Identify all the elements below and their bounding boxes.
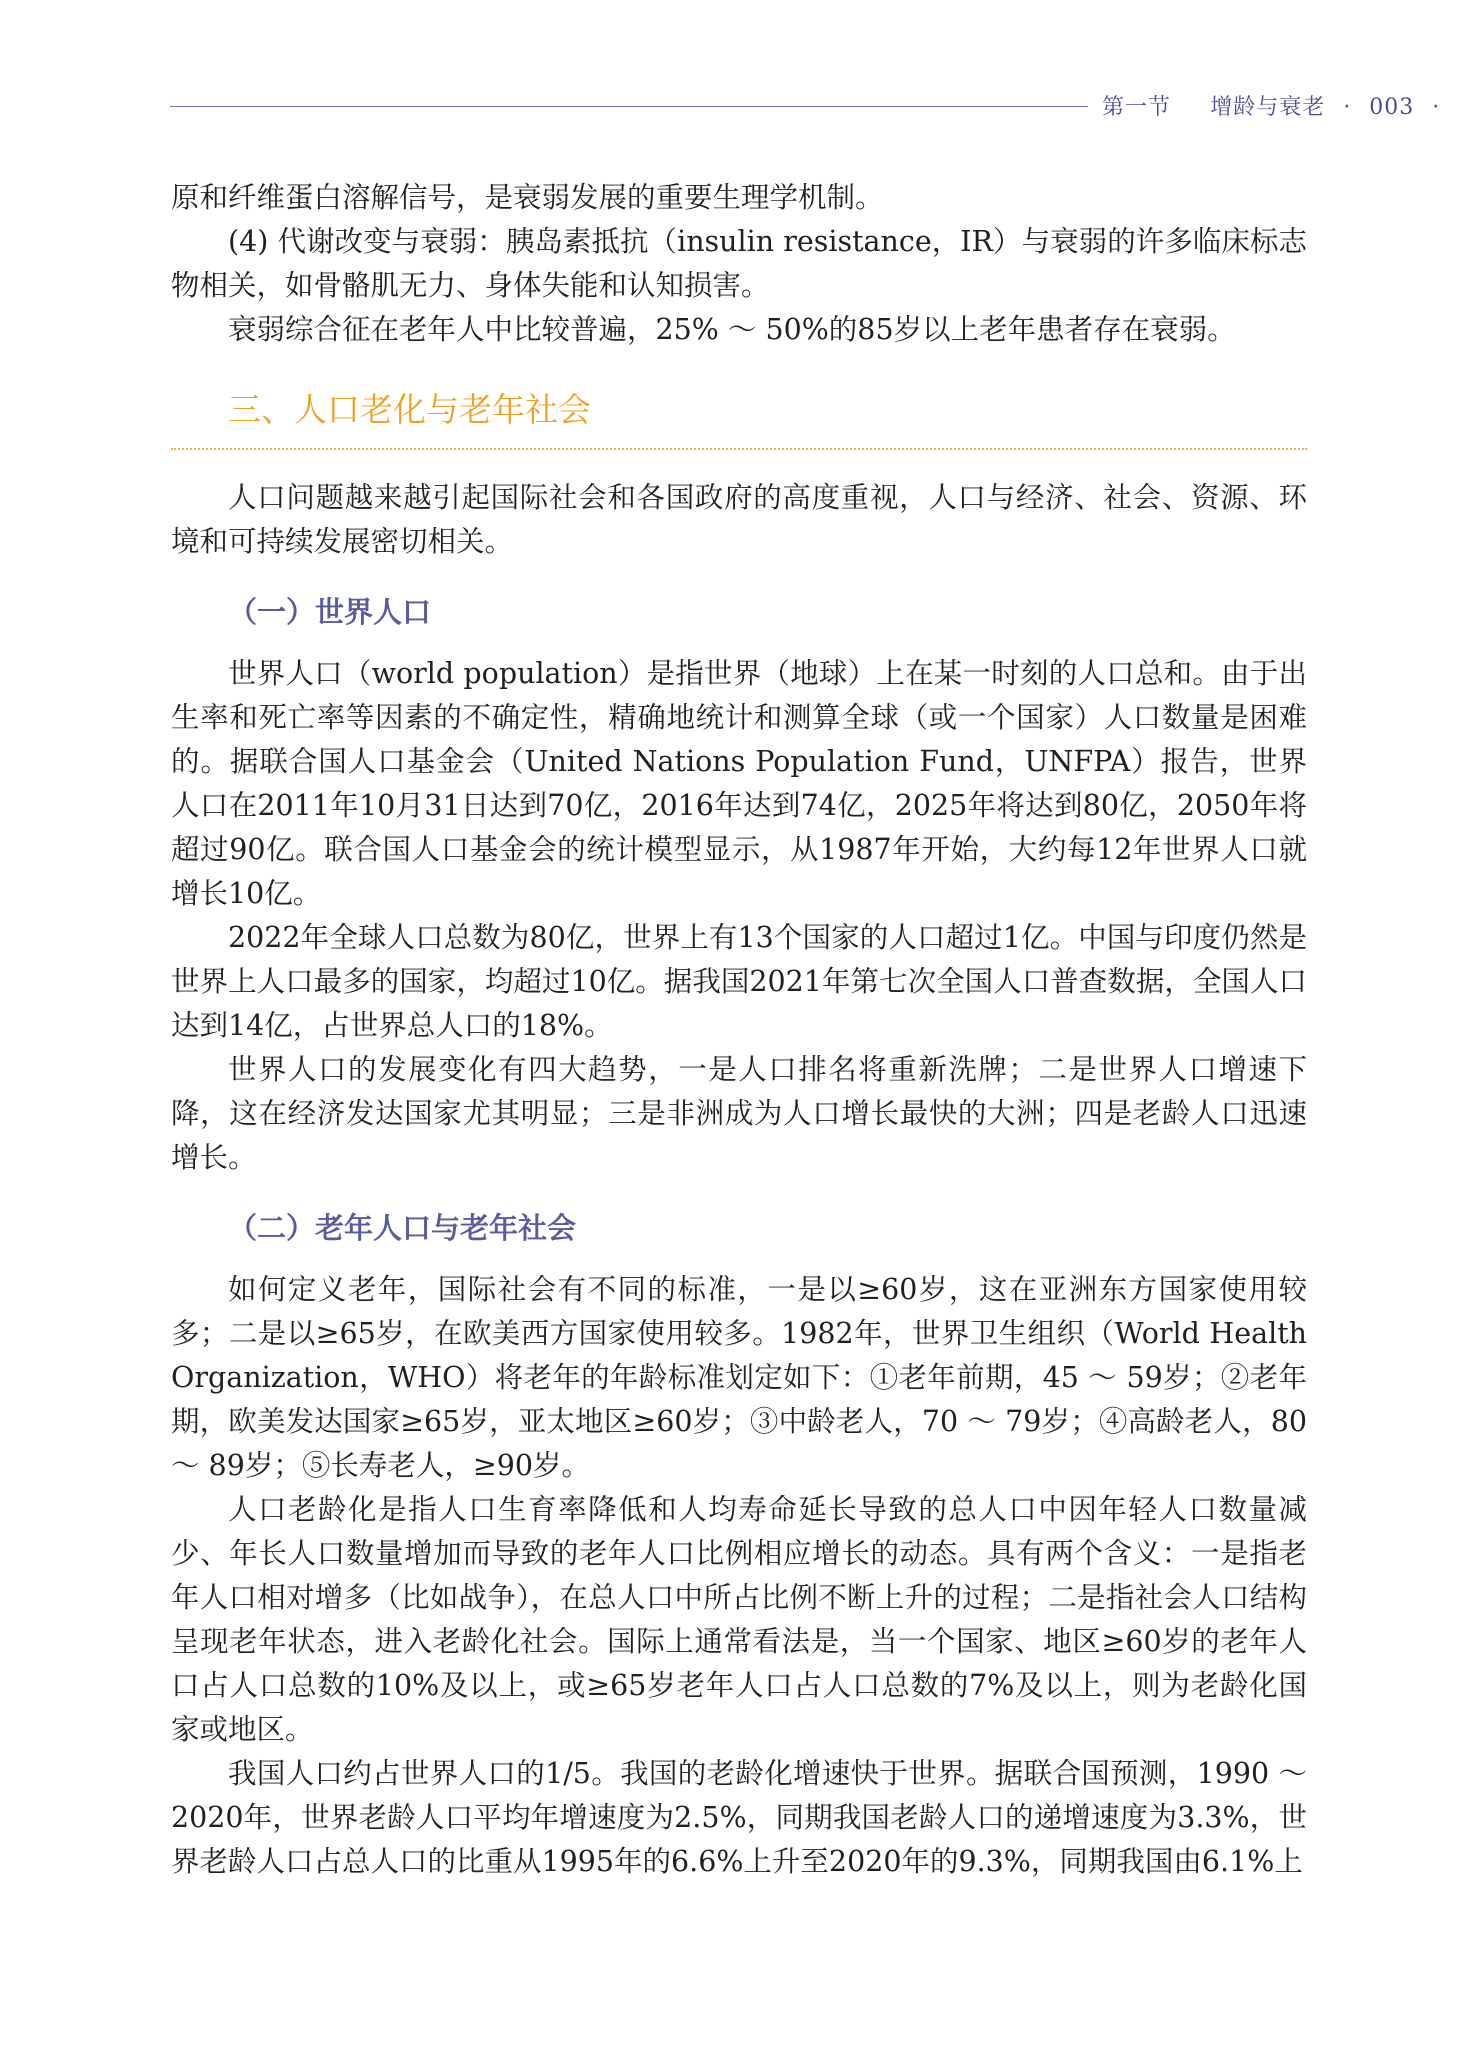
paragraph: 衰弱综合征在老年人中比较普遍，25% ～ 50%的85岁以上老年患者存在衰弱。 [228, 313, 1236, 346]
separator-dot: · [1432, 95, 1441, 120]
subsection-heading-world-population: （一）世界人口 [228, 595, 432, 629]
running-head [1102, 90, 1450, 121]
section-heading: 三、人口老化与老年社会 [228, 390, 591, 429]
paragraph: 如何定义老年，国际社会有不同的标准，一是以≥60岁，这在亚洲东方国家使用较多；二是以≥65岁，在欧美西方国家使用较多。1982年，世界卫生组织（World Health Organization，WHO）将老年的年龄标准划定如下：①老年前期，45 ～ 59岁；②老年期，欧美发达国家≥65岁，亚太地区≥60岁；③中龄老人，70 ～ 79岁；④高龄老人，80 ～ 89岁；⑤长寿老人，≥90岁。 [171, 1273, 1307, 1482]
paragraph: 2022年全球人口总数为80亿，世界上有13个国家的人口超过1亿。中国与印度仍然是世界上人口最多的国家，均超过10亿。据我国2021年第七次全国人口普查数据，全国人口达到14亿，占世界总人口的18%。 [171, 921, 1307, 1042]
section-divider [171, 448, 1307, 450]
header-rule [170, 106, 1088, 107]
paragraph: (4) 代谢改变与衰弱：胰岛素抵抗（insulin resistance，IR）与衰弱的许多临床标志物相关，如骨骼肌无力、身体失能和认知损害。 [171, 225, 1307, 302]
running-head-section: 第一节 [1102, 95, 1172, 120]
paragraph: 原和纤维蛋白溶解信号，是衰弱发展的重要生理学机制。 [171, 181, 884, 214]
paragraph: 世界人口（world population）是指世界（地球）上在某一时刻的人口总和。由于出生率和死亡率等因素的不确定性，精确地统计和测算全球（或一个国家）人口数量是困难的。据联合国人口基金会（United Nations Population Fund，UNFPA）报告，世界人口在2011年10月31日达到70亿，2016年达到74亿，2025年将达到80亿，2050年将超过90亿。联合国人口基金会的统计模型显示，从1987年开始，大约每12年世界人口就增长10亿。 [171, 657, 1307, 910]
subsection-heading-elderly-population: （二）老年人口与老年社会 [228, 1211, 577, 1245]
paragraph: 我国人口约占世界人口的1/5。我国的老龄化增速快于世界。据联合国预测，1990 ～ 2020年，世界老龄人口平均年增速度为2.5%，同期我国老龄人口的递增速度为3.3%，世界老龄人口占总人口的比重从1995年的6.6%上升至2020年的9.3%，同期我国由6.1%上 [171, 1757, 1307, 1878]
running-head-title: 增龄与衰老 [1210, 95, 1326, 120]
page-number: 003 [1369, 95, 1415, 120]
separator-dot: · [1343, 95, 1352, 120]
paragraph: 世界人口的发展变化有四大趋势，一是人口排名将重新洗牌；二是世界人口增速下降，这在经济发达国家尤其明显；三是非洲成为人口增长最快的大洲；四是老龄人口迅速增长。 [171, 1053, 1307, 1174]
paragraph: 人口老龄化是指人口生育率降低和人均寿命延长导致的总人口中因年轻人口数量减少、年长人口数量增加而导致的老年人口比例相应增长的动态。具有两个含义：一是指老年人口相对增多（比如战争），在总人口中所占比例不断上升的过程；二是指社会人口结构呈现老年状态，进入老龄化社会。国际上通常看法是，当一个国家、地区≥60岁的老年人口占人口总数的10%及以上，或≥65岁老年人口占人口总数的7%及以上，则为老龄化国家或地区。 [171, 1493, 1307, 1746]
section-intro: 人口问题越来越引起国际社会和各国政府的高度重视，人口与经济、社会、资源、环境和可持续发展密切相关。 [171, 481, 1307, 558]
page-body [171, 176, 1307, 1884]
